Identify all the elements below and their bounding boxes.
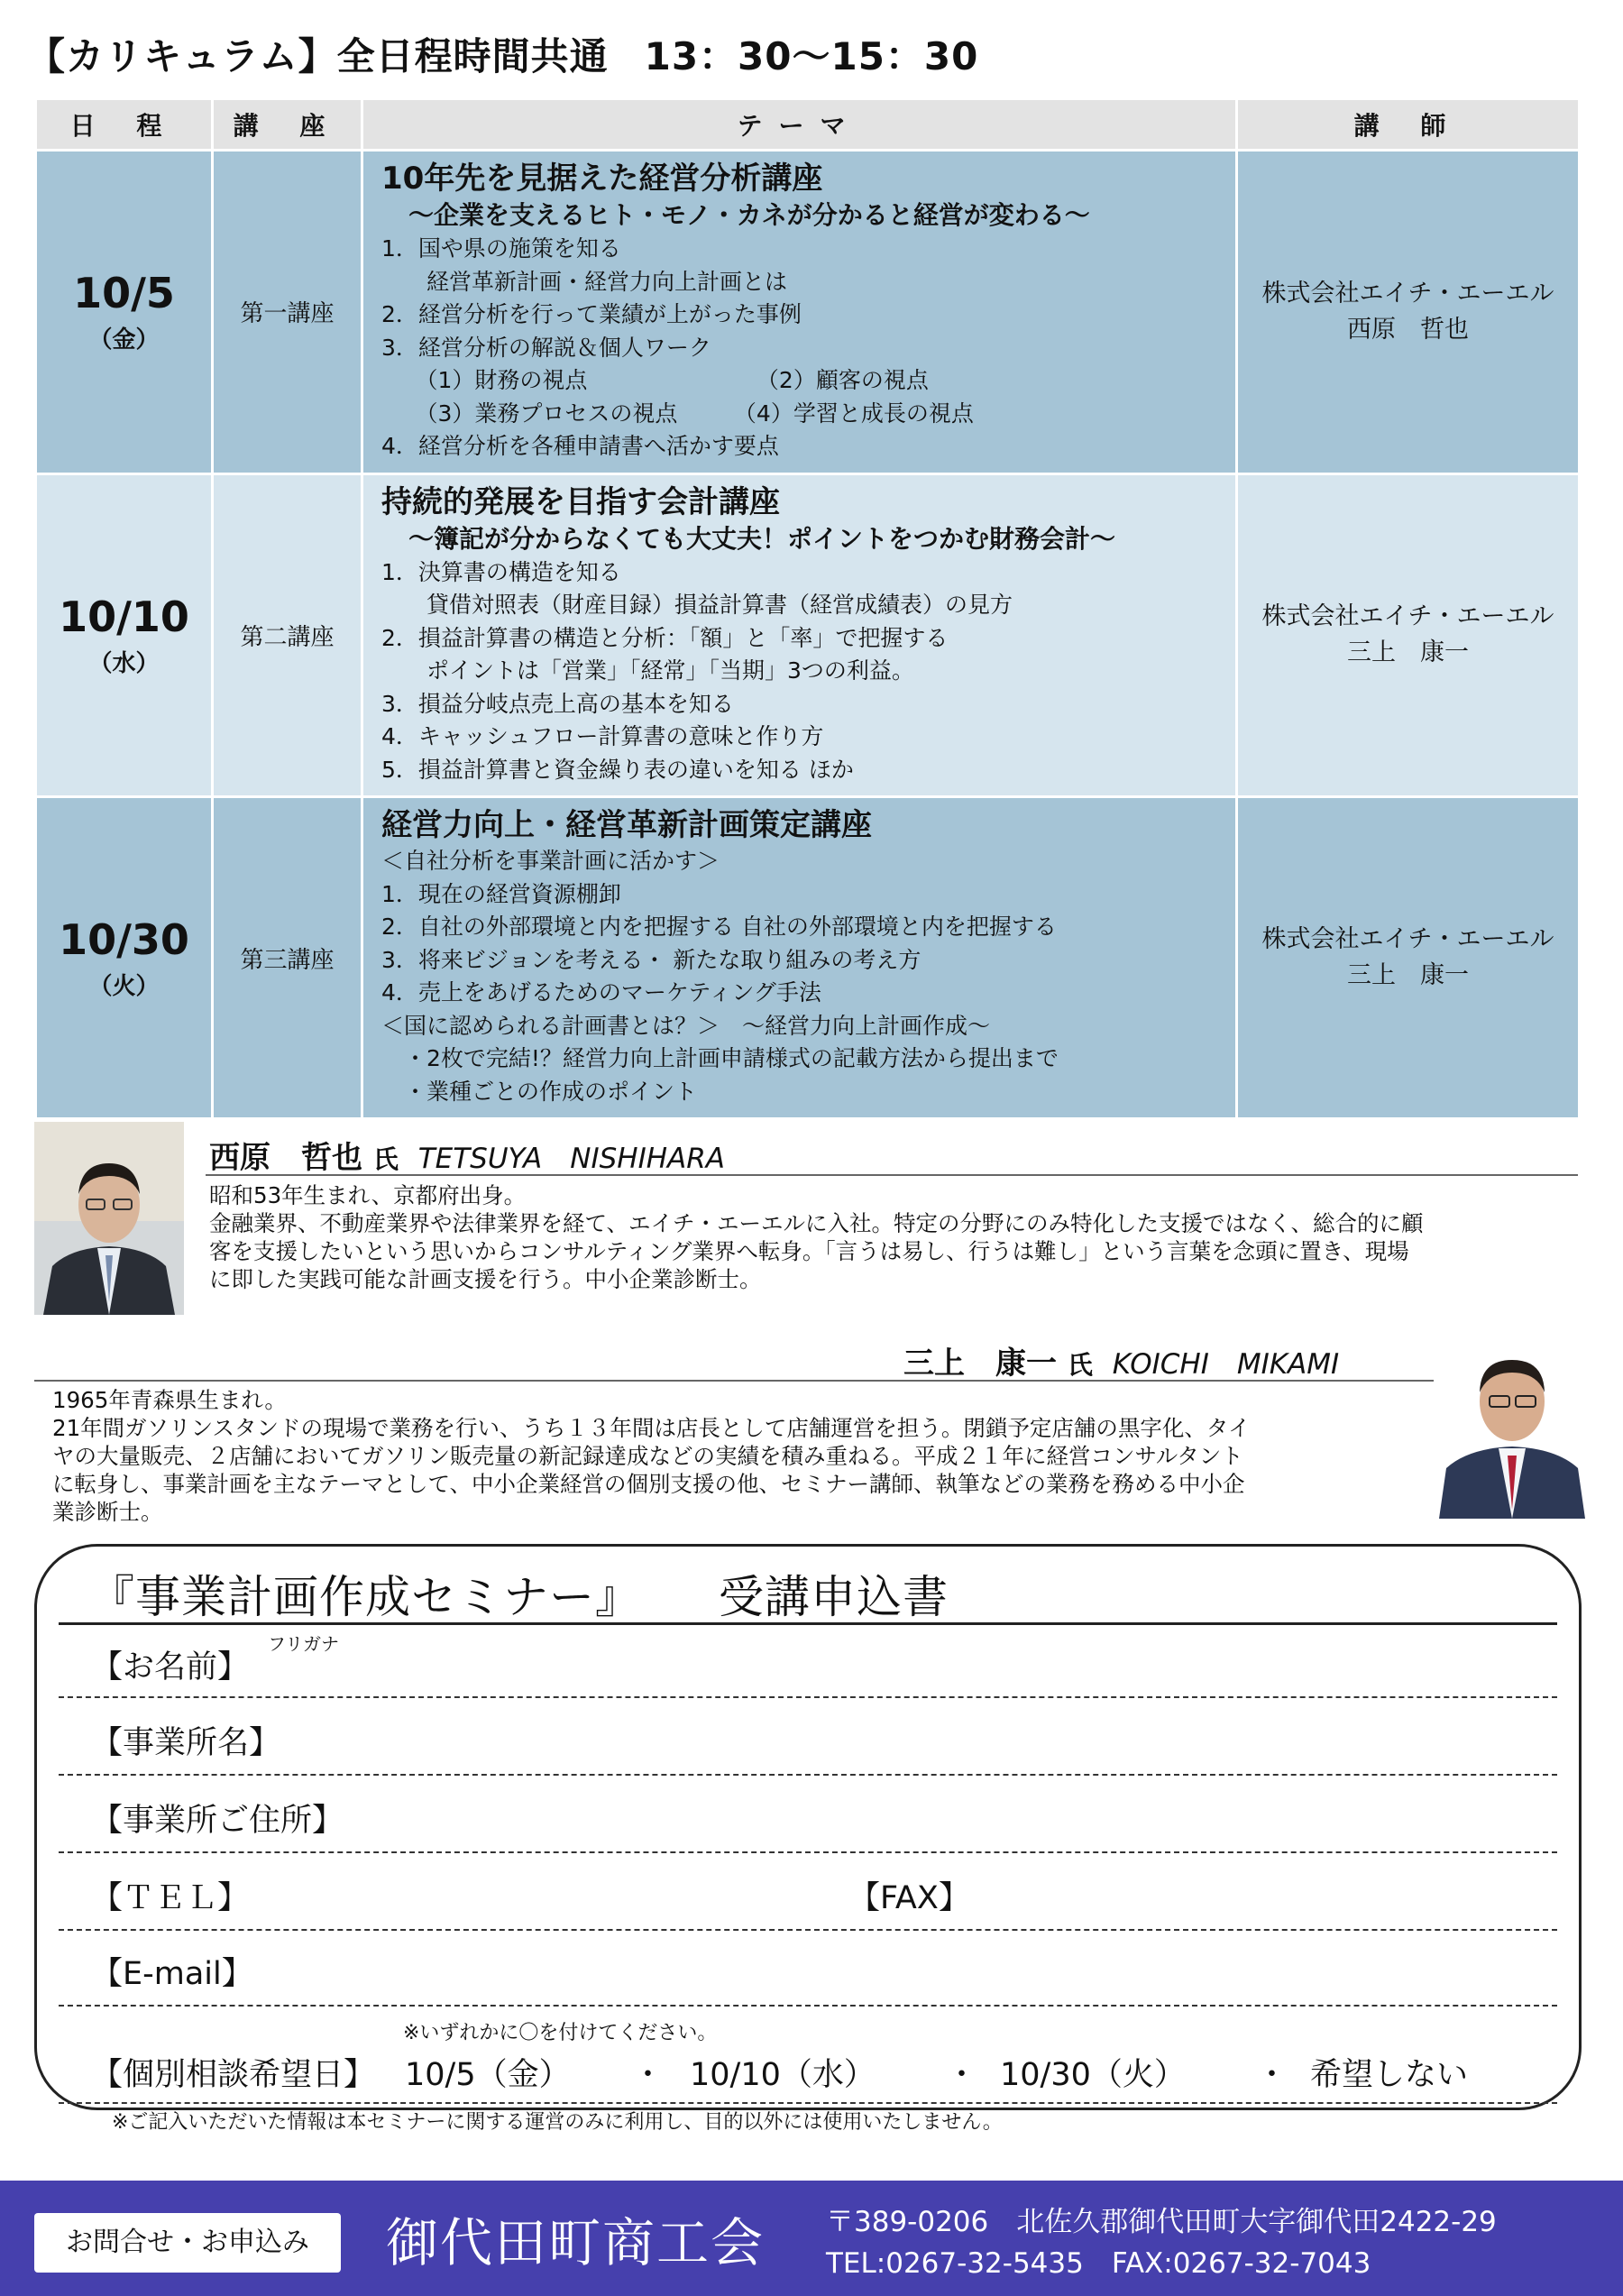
column-header-course: 講 座	[213, 99, 362, 151]
theme-line: 1．現在の経営資源棚卸	[381, 880, 621, 907]
theme-line: 経営革新計画・経営力向上計画とは	[381, 268, 788, 295]
form-title	[89, 1561, 949, 1626]
theme-line: 3．経営分析の解説＆個人ワーク	[381, 334, 711, 361]
organization-name: 御代田町商工会	[386, 2212, 766, 2273]
choose-note: ※いずれかに〇を付けてください。	[403, 2022, 718, 2044]
table-header-row	[36, 99, 1580, 151]
theme-cell	[362, 473, 1237, 797]
bio2-honorific: 氏	[1067, 1350, 1093, 1380]
theme-cell	[362, 797, 1237, 1119]
bio1-line: 客を支援したいという思いからコンサルティング業界へ転身。「言うは易し、行うは難し」という言葉を念頭に置き、現場	[209, 1238, 1409, 1264]
bio2-divider	[34, 1380, 1434, 1382]
form-title-seminar: 『事業計画作成セミナー』	[89, 1571, 641, 1623]
dashed-divider	[59, 2005, 1557, 2007]
theme-line: 2．自社の外部環境と内を把握する 自社の外部環境と内を把握する	[381, 914, 1057, 940]
dashed-divider	[59, 1696, 1557, 1698]
person-portrait-icon	[1435, 1333, 1589, 1519]
teacher-cell	[1237, 151, 1580, 474]
contact-label: お問合せ・お申込み	[34, 2213, 341, 2273]
theme-line: ＜国に認められる計画書とは？＞ ～経営力向上計画作成～	[381, 1012, 991, 1039]
application-form	[34, 1544, 1582, 2110]
option-separator: ・	[1256, 2057, 1288, 2093]
dashed-divider	[59, 2102, 1557, 2104]
curriculum-title-text: 【カリキュラム】全日程時間共通	[27, 34, 609, 78]
person-portrait-icon	[34, 1122, 184, 1315]
consult-option-1030[interactable]: 10/30（火）	[1000, 2057, 1186, 2093]
date-cell	[36, 473, 213, 797]
consult-option-1005[interactable]: 10/5（金）	[405, 2057, 571, 2093]
bio2-line: 21年間ガソリンスタンドの現場で業務を行い、うち１３年間は店長として店舗運営を担う。閉鎖予定店舗の黒字化、タイ	[52, 1415, 1251, 1441]
weekday-value: （金）	[88, 326, 160, 354]
weekday-value: （火）	[88, 972, 160, 1000]
theme-line: 2．損益計算書の構造と分析：「額」と「率」で把握する	[381, 624, 949, 651]
office-name-field[interactable]: 【事業所名】	[91, 1725, 281, 1761]
email-field[interactable]: 【E-mail】	[91, 1956, 253, 1992]
bio1-name-en: TETSUYA NISHIHARA	[417, 1143, 725, 1175]
bio1-name	[209, 1133, 725, 1177]
theme-line: ポイントは「営業」「経常」「当期」3つの利益。	[381, 657, 914, 684]
bio1-line: に即した実践可能な計画支援を行う。中小企業診断士。	[209, 1266, 762, 1292]
theme-line: 3．損益分岐点売上高の基本を知る	[381, 690, 734, 717]
bio2-line: 業診断士。	[52, 1499, 163, 1525]
theme-line: 5．損益計算書と資金繰り表の違いを知る ほか	[381, 756, 854, 783]
date-value: 10/5	[73, 269, 175, 318]
date-cell	[36, 797, 213, 1119]
teacher-name: 西原 哲也	[1347, 315, 1469, 344]
dashed-divider	[59, 1774, 1557, 1776]
teacher-company: 株式会社エイチ・エーエル	[1261, 279, 1554, 308]
footer-phone-fax: TEL:0267-32-5435 FAX:0267-32-7043	[826, 2247, 1371, 2280]
mikami-photo	[1435, 1333, 1589, 1519]
theme-line: 1．決算書の構造を知る	[381, 558, 621, 585]
option-separator: ・	[946, 2057, 978, 2093]
teacher-name: 三上 康一	[1347, 961, 1469, 989]
theme-cell	[362, 151, 1237, 474]
theme-line: ・業種ごとの作成のポイント	[381, 1078, 698, 1105]
theme-title: 経営力向上・経営革新計画策定講座	[381, 807, 872, 843]
bio2-text	[52, 1386, 1250, 1526]
theme-line: ＜自社分析を事業計画に活かす＞	[381, 848, 720, 874]
table-row	[36, 151, 1580, 474]
bio2-line: に転身し、事業計画を主なテーマとして、中小企業経営の個別支援の他、セミナー講師、執筆などの業務を務める中小企	[52, 1471, 1245, 1497]
bio1-line: 金融業界、不動産業界や法律業界を経て、エイチ・エーエルに入社。特定の分野にのみ特化した支援ではなく、総合的に顧	[209, 1210, 1424, 1236]
office-address-field[interactable]: 【事業所ご住所】	[91, 1803, 344, 1839]
weekday-value: （水）	[88, 649, 160, 677]
dashed-divider	[59, 1929, 1557, 1931]
column-header-theme: テーマ	[362, 99, 1237, 151]
bio1-name-jp: 西原 哲也	[209, 1140, 362, 1176]
theme-line: 3．将来ビジョンを考える・ 新たな取り組みの考え方	[381, 946, 922, 973]
teacher-cell	[1237, 797, 1580, 1119]
date-cell	[36, 151, 213, 474]
theme-title: 10年先を見据えた経営分析講座	[381, 161, 823, 197]
bio2-name-jp: 三上 康一	[903, 1345, 1057, 1382]
curriculum-time: 13：30～15：30	[644, 34, 979, 78]
fax-field[interactable]: 【FAX】	[848, 1880, 970, 1916]
curriculum-table	[34, 97, 1581, 1120]
course-number: 第一講座	[213, 151, 362, 474]
footer-bar	[0, 2181, 1623, 2296]
option-separator: ・	[632, 2057, 665, 2093]
theme-line: （3）業務プロセスの視点 （4）学習と成長の視点	[381, 400, 974, 427]
theme-line: 2．経営分析を行って業績が上がった事例	[381, 301, 802, 327]
date-value: 10/30	[59, 914, 189, 964]
theme-line: ・2枚で完結!？経営力向上計画申請様式の記載方法から提出まで	[381, 1045, 1059, 1071]
furigana-label: フリガナ	[268, 1633, 339, 1655]
bio2-name-en: KOICHI MIKAMI	[1112, 1348, 1340, 1381]
form-title-rule	[59, 1622, 1557, 1625]
tel-field[interactable]: 【ＴＥＬ】	[91, 1880, 250, 1916]
theme-subtitle: ～簿記が分からなくても大丈夫！ポイントをつかむ財務会計～	[408, 523, 1116, 554]
course-number: 第三講座	[213, 797, 362, 1119]
bio1-divider	[206, 1174, 1578, 1176]
column-header-date: 日 程	[36, 99, 213, 151]
consult-option-1010[interactable]: 10/10（水）	[690, 2057, 876, 2093]
theme-subtitle: ～企業を支えるヒト・モノ・カネが分かると経営が変わる～	[408, 200, 1090, 230]
course-number: 第二講座	[213, 473, 362, 797]
privacy-note: ※ご記入いただいた情報は本セミナーに関する運営のみに利用し、目的以外には使用いたしません。	[112, 2111, 1003, 2134]
name-field[interactable]: 【お名前】	[91, 1649, 250, 1685]
table-row	[36, 473, 1580, 797]
consult-option-none[interactable]: 希望しない	[1310, 2057, 1469, 2093]
theme-line: 4．経営分析を各種申請書へ活かす要点	[381, 433, 779, 459]
theme-line: 4．キャッシュフロー計算書の意味と作り方	[381, 723, 824, 749]
theme-title: 持続的発展を目指す会計講座	[381, 483, 780, 520]
theme-line: （1）財務の視点 （2）顧客の視点	[381, 367, 929, 393]
teacher-name: 三上 康一	[1347, 638, 1469, 667]
theme-line: 貸借対照表（財産目録）損益計算書（経営成績表）の見方	[381, 592, 1013, 618]
consultation-label: 【個別相談希望日】	[91, 2057, 376, 2093]
column-header-teacher: 講 師	[1237, 99, 1580, 151]
footer-address: 〒389-0206 北佐久郡御代田町大字御代田2422-29	[826, 2206, 1497, 2238]
nishihara-photo	[34, 1122, 184, 1315]
table-row	[36, 797, 1580, 1119]
bio2-line: ヤの大量販売、２店舗においてガソリン販売量の新記録達成などの実績を積み重ねる。平成２１年に経営コンサルタント	[52, 1443, 1243, 1469]
teacher-company: 株式会社エイチ・エーエル	[1261, 602, 1554, 631]
curriculum-title	[27, 27, 978, 81]
bio2-line: 1965年青森県生まれ。	[52, 1387, 287, 1413]
bio1-text	[209, 1181, 1424, 1293]
theme-line: 4．売上をあげるためのマーケティング手法	[381, 979, 821, 1006]
bio2-name	[903, 1338, 1339, 1382]
form-title-application: 受講申込書	[719, 1571, 949, 1623]
bio1-line: 昭和53年生まれ、京都府出身。	[209, 1182, 527, 1208]
theme-line: 1．国や県の施策を知る	[381, 235, 621, 262]
teacher-cell	[1237, 473, 1580, 797]
date-value: 10/10	[59, 592, 189, 641]
dashed-divider	[59, 1851, 1557, 1853]
teacher-company: 株式会社エイチ・エーエル	[1261, 925, 1554, 953]
bio1-honorific: 氏	[372, 1144, 399, 1174]
